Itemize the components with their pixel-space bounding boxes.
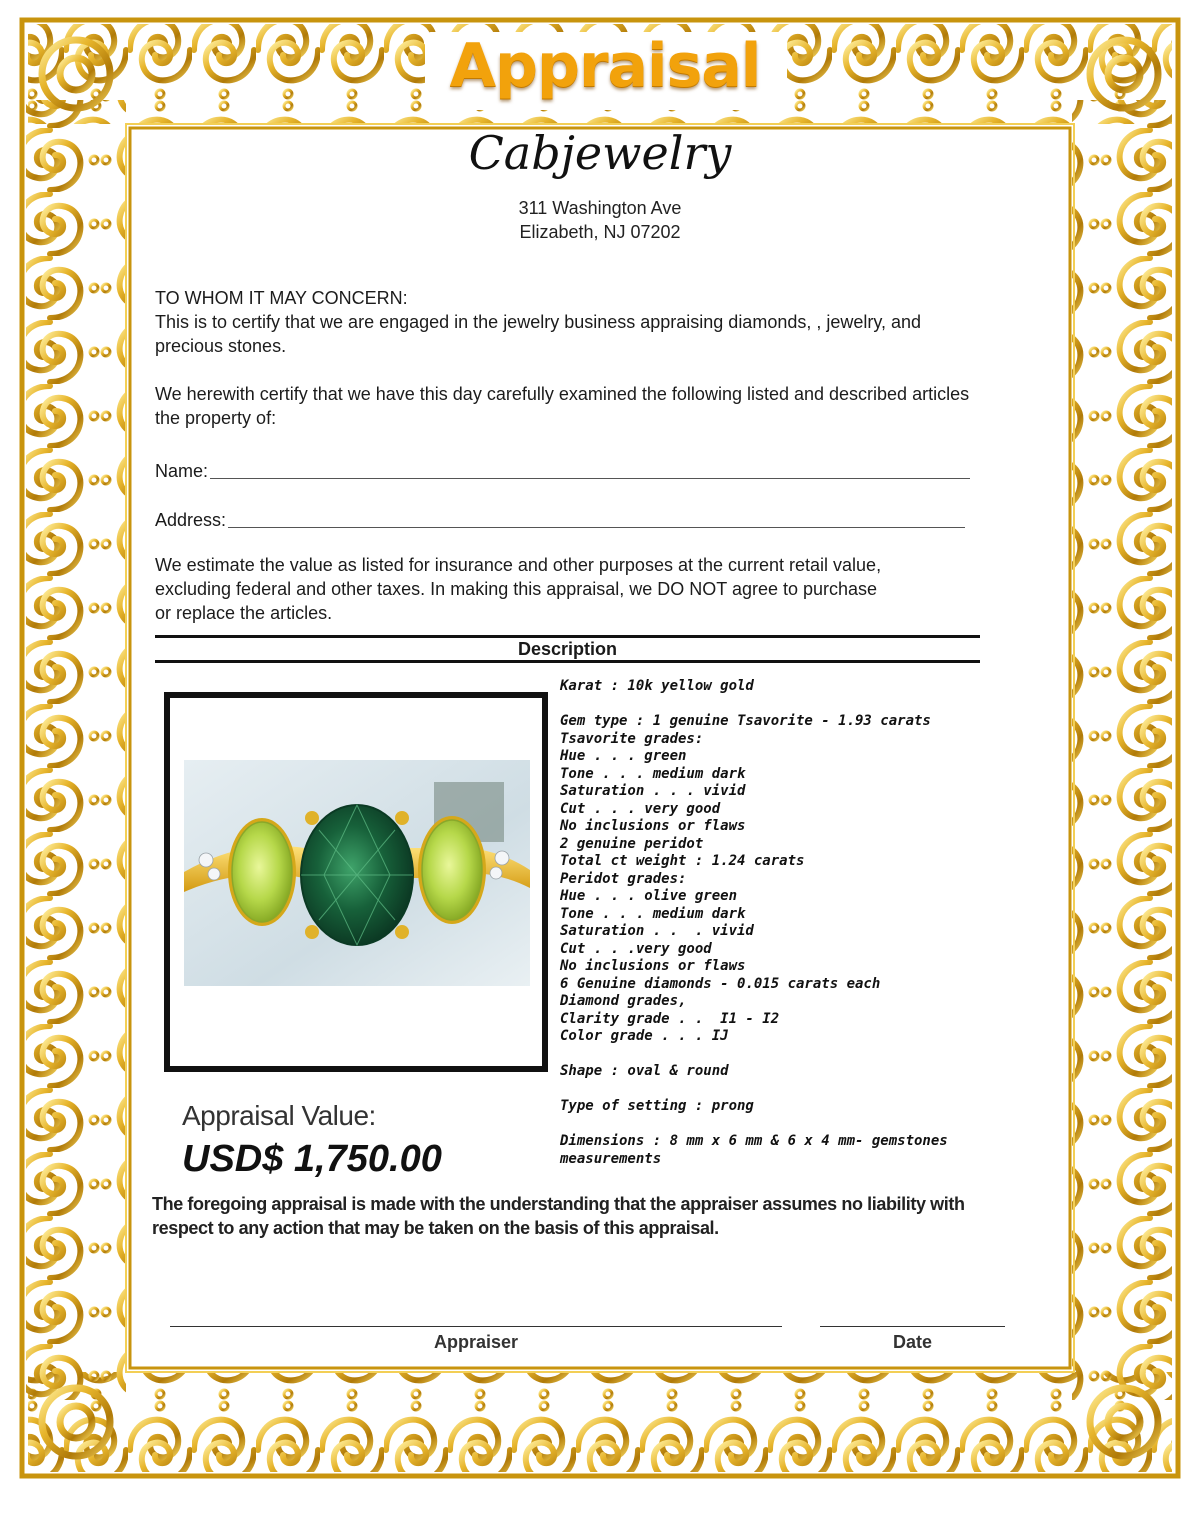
address-label: Address: <box>155 510 227 530</box>
spec-line: Shape : oval & round <box>560 1063 729 1079</box>
spec-line: Saturation . . . vivid <box>560 783 746 799</box>
spec-line: Karat : 10k yellow gold <box>560 678 754 694</box>
spec-line: Type of setting : prong <box>560 1098 754 1114</box>
spec-line <box>560 696 1000 714</box>
spec-line <box>560 1046 1000 1064</box>
examined-paragraph: We herewith certify that we have this day carefully examined the following listed and described articles the property of: <box>155 384 970 428</box>
appraiser-label: Appraiser <box>433 1332 519 1352</box>
appraisal-title: Appraisal <box>449 31 761 101</box>
spec-line <box>560 1081 1000 1099</box>
ring-photo-frame <box>164 692 548 1072</box>
name-field[interactable] <box>155 455 970 483</box>
description-rule-bottom <box>155 660 980 663</box>
company-address-line2: Elizabeth, NJ 07202 <box>519 222 681 242</box>
spec-line: Color grade . . . IJ <box>560 1028 729 1044</box>
spec-line: Tone . . . medium dark <box>560 765 746 782</box>
spec-line: Hue . . . olive green <box>560 888 738 904</box>
spec-line: Total ct weight : 1.24 carats <box>560 853 805 869</box>
spec-line: No inclusions or flaws <box>560 958 746 974</box>
salutation: TO WHOM IT MAY CONCERN: <box>155 288 408 308</box>
spec-line: Peridot grades: <box>560 870 687 887</box>
spec-line: Tone . . . medium dark <box>560 905 746 922</box>
appraisal-value-label: Appraisal Value: <box>182 1100 376 1131</box>
company-logo-text: Cabjewelry <box>468 126 732 180</box>
spec-line: Cut . . .very good <box>560 940 712 957</box>
spec-line: Saturation . . . vivid <box>560 923 754 939</box>
name-blank-line[interactable] <box>210 478 970 479</box>
spec-line: No inclusions or flaws <box>560 818 746 834</box>
liability-disclaimer: The foregoing appraisal is made with the understanding that the appraiser assumes no liability with respect to any action that may be taken on the basis of this appraisal. <box>152 1194 965 1238</box>
spec-line: 6 Genuine diamonds - 0.015 carats each <box>560 975 881 992</box>
appraiser-signature-line[interactable] <box>170 1326 782 1327</box>
spec-line: Cut . . . very good <box>560 800 721 817</box>
spec-line: 2 genuine peridot <box>560 835 704 852</box>
spec-line: Gem type : 1 genuine Tsavorite - 1.93 carats <box>560 713 931 729</box>
date-signature-line[interactable] <box>820 1326 1005 1327</box>
name-label: Name: <box>155 461 209 481</box>
spec-line: Hue . . . green <box>560 748 687 764</box>
spec-line: Clarity grade . . I1 - I2 <box>560 1010 780 1027</box>
gem-specifications <box>560 678 1000 1168</box>
spec-line: Dimensions : 8 mm x 6 mm & 6 x 4 mm- gemstones measurements <box>560 1133 957 1167</box>
spec-line <box>560 1116 1000 1134</box>
appraisal-value-amount: USD$ 1,750.00 <box>182 1138 442 1180</box>
date-label: Date <box>892 1332 932 1352</box>
address-blank-line[interactable] <box>228 527 965 528</box>
company-address-line1: 311 Washington Ave <box>518 198 682 218</box>
description-header: Description <box>517 639 618 659</box>
ring-photo <box>184 760 530 986</box>
spec-line: Diamond grades, <box>560 993 687 1009</box>
spec-line: Tsavorite grades: <box>560 730 704 747</box>
estimate-paragraph: We estimate the value as listed for insurance and other purposes at the current retail value, excluding federal and other taxes. In making this appraisal, we DO NOT agree to purchase or replace the articles. <box>155 555 882 623</box>
certify-paragraph: This is to certify that we are engaged in the jewelry business appraising diamonds, , jewelry, and precious stones. <box>155 312 922 356</box>
address-field[interactable] <box>155 504 965 532</box>
